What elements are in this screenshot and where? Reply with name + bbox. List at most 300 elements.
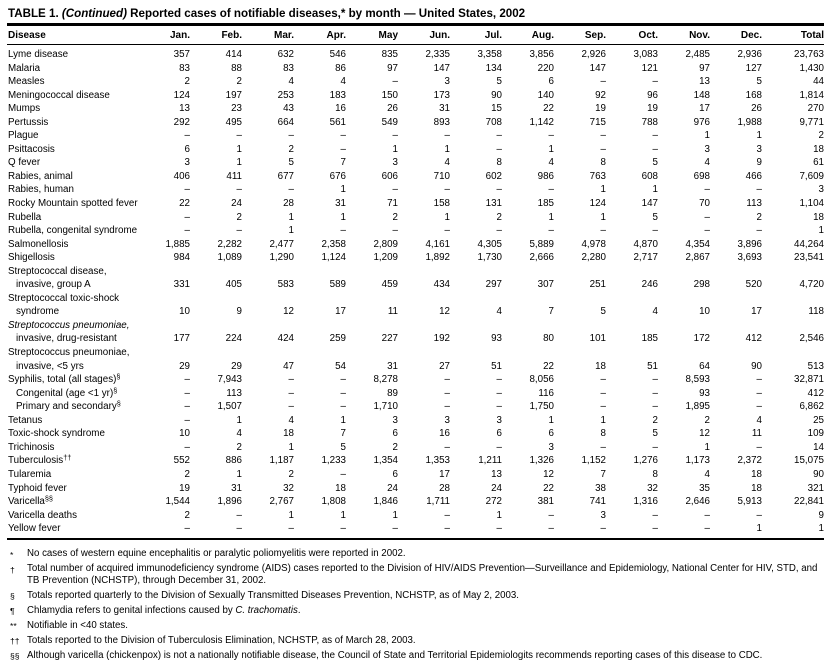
case-count-cell: – [288, 130, 294, 142]
case-count-cell: – [444, 130, 450, 142]
case-count-cell: 2,767 [269, 496, 294, 508]
case-count-cell: 5 [496, 76, 502, 88]
case-count-cell: 23 [231, 103, 242, 115]
case-count-cell: 197 [225, 89, 242, 101]
case-count-cell: – [340, 225, 346, 237]
case-count-cell: 405 [225, 279, 242, 291]
case-count-cell: 4 [496, 306, 502, 318]
case-count-cell: 7 [548, 306, 554, 318]
case-count-cell: 1,885 [165, 238, 190, 250]
table-row [7, 265, 824, 279]
column-header: Total [762, 26, 824, 45]
case-count-cell: 5 [652, 211, 658, 223]
case-count-cell: – [236, 184, 242, 196]
case-count-cell: 185 [537, 198, 554, 210]
case-count-cell: 381 [537, 496, 554, 508]
case-count-cell: 147 [589, 62, 606, 74]
case-count-cell: 27 [439, 360, 450, 372]
case-count-cell: 127 [745, 62, 762, 74]
case-count-cell: – [496, 523, 502, 535]
case-count-cell: 1,187 [269, 455, 294, 467]
case-count-cell: – [756, 401, 762, 413]
case-count-cell: 1 [818, 225, 824, 237]
case-count-cell: 90 [813, 468, 824, 480]
case-count-cell: 307 [537, 279, 554, 291]
case-count-cell: – [340, 401, 346, 413]
case-count-cell: 1,711 [426, 496, 450, 508]
case-count-cell: 4 [444, 157, 450, 169]
case-count-cell: – [236, 509, 242, 521]
disease-name: Q fever [8, 157, 41, 169]
case-count-cell: 2,936 [737, 49, 762, 60]
case-count-cell: 4 [756, 414, 762, 426]
column-header: Oct. [606, 26, 658, 45]
case-count-cell: 677 [277, 170, 294, 182]
footnote [10, 563, 824, 587]
footnote-text-segment: Totals reported quarterly to the Division of Sexually Transmitted Diseases Prevention, NCHSTP, as of May 2, 2003. [27, 589, 519, 601]
case-count-cell: 8 [600, 428, 606, 440]
table-row [7, 454, 824, 468]
case-count-cell: 31 [231, 482, 242, 494]
case-count-cell: 1,730 [477, 252, 502, 264]
disease-name: Varicella deaths [8, 509, 77, 521]
case-count-cell: 172 [693, 333, 710, 345]
case-count-cell: 606 [381, 170, 398, 182]
case-count-cell: 2,485 [685, 49, 710, 60]
disease-name: Streptococcal toxic-shock [8, 292, 120, 304]
case-count-cell: 131 [485, 198, 502, 210]
case-count-cell: – [756, 441, 762, 453]
case-count-cell: 17 [335, 306, 346, 318]
case-count-cell: 38 [595, 482, 606, 494]
column-header: Disease [7, 26, 138, 45]
case-count-cell: 2 [236, 76, 242, 88]
case-count-cell: – [652, 441, 658, 453]
disease-name: Trichinosis [8, 441, 55, 453]
case-count-cell: – [392, 523, 398, 535]
column-header: Sep. [554, 26, 606, 45]
case-count-cell: 51 [491, 360, 502, 372]
case-count-cell: – [184, 225, 190, 237]
case-count-cell: 15 [491, 103, 502, 115]
case-count-cell: 6 [392, 428, 398, 440]
case-count-cell: 116 [538, 387, 554, 399]
case-count-cell: – [496, 184, 502, 196]
case-count-cell: – [444, 523, 450, 535]
case-count-cell: – [600, 76, 606, 88]
case-count-cell: 2,666 [529, 252, 554, 264]
case-count-cell: 986 [537, 170, 554, 182]
case-count-cell: 1,846 [373, 496, 398, 508]
table-row [7, 211, 824, 225]
case-count-cell: 2,546 [799, 333, 824, 345]
case-count-cell: 14 [813, 441, 824, 453]
case-count-cell: 19 [647, 103, 658, 115]
case-count-cell: – [184, 374, 190, 386]
table-row [7, 238, 824, 252]
case-count-cell: 22 [179, 198, 190, 210]
case-count-cell: – [600, 374, 606, 386]
case-count-cell: 357 [173, 49, 190, 60]
case-count-cell: 150 [381, 89, 398, 101]
case-count-cell: – [288, 401, 294, 413]
case-count-cell: 1 [288, 441, 294, 453]
case-count-cell: 4 [340, 76, 346, 88]
case-count-cell: 5 [652, 428, 658, 440]
disease-name: invasive, group A [16, 279, 91, 291]
case-count-cell: 8,278 [373, 374, 398, 386]
case-count-cell: 3 [496, 414, 502, 426]
table-row [7, 305, 824, 319]
case-count-cell: 549 [381, 116, 398, 128]
case-count-cell: 6 [548, 76, 554, 88]
case-count-cell: 8 [600, 157, 606, 169]
case-count-cell: 5,889 [529, 238, 554, 250]
footnote-marker: † [10, 564, 15, 575]
case-count-cell: 9 [818, 509, 824, 521]
case-count-cell: 25 [813, 414, 824, 426]
case-count-cell: – [444, 401, 450, 413]
case-count-cell: 1,808 [321, 496, 346, 508]
case-count-cell: 1 [340, 184, 346, 196]
case-count-cell: 96 [647, 89, 658, 101]
footnote [10, 635, 824, 648]
case-count-cell: 893 [433, 116, 450, 128]
case-count-cell: 18 [751, 468, 762, 480]
case-count-cell: – [704, 225, 710, 237]
footnote-text-segment: Totals reported to the Division of Tuberculosis Elimination, NCHSTP, as of March 28, 2003. [27, 634, 416, 646]
case-count-cell: 1 [340, 414, 346, 426]
case-count-cell: 5 [756, 76, 762, 88]
table-row [7, 251, 824, 265]
case-count-cell: 1,750 [529, 401, 554, 413]
footnote [10, 620, 824, 633]
case-count-cell: 715 [589, 116, 606, 128]
case-count-cell: 158 [433, 198, 450, 210]
table-title [7, 5, 824, 23]
case-count-cell: – [756, 509, 762, 521]
footnote-text-segment: No cases of western equine encephalitis or paralytic poliomyelitis were reported in 2002. [27, 548, 406, 560]
disease-name: Congenital (age <1 yr)§ [16, 385, 118, 399]
footnote-marker: †† [10, 636, 20, 647]
case-count-cell: 17 [751, 306, 762, 318]
footnote-text [27, 635, 824, 648]
table-row [7, 427, 824, 441]
case-count-cell: 298 [693, 279, 710, 291]
case-count-cell: 5 [288, 157, 294, 169]
case-count-cell: 1,276 [633, 455, 658, 467]
case-count-cell: 5 [340, 441, 346, 453]
case-count-cell: – [652, 143, 658, 155]
case-count-cell: 109 [807, 428, 824, 440]
table-row [7, 129, 824, 143]
case-count-cell: 12 [543, 468, 554, 480]
case-count-cell: 134 [485, 62, 502, 74]
case-count-cell: 259 [329, 333, 346, 345]
case-count-cell: 4,870 [633, 238, 658, 250]
footnote-reference: § [113, 385, 118, 395]
case-count-cell: 2,477 [269, 238, 294, 250]
case-count-cell: 763 [589, 170, 606, 182]
case-count-cell: 2,867 [685, 252, 710, 264]
case-count-cell: 13 [491, 468, 502, 480]
case-count-cell: 10 [179, 428, 190, 440]
case-count-cell: – [704, 211, 710, 223]
case-count-cell: 589 [329, 279, 346, 291]
case-count-cell: 710 [433, 170, 450, 182]
case-count-cell: – [184, 387, 190, 399]
case-count-cell: 459 [381, 279, 398, 291]
case-count-cell: 3,856 [529, 49, 554, 60]
case-count-cell: 97 [699, 62, 710, 74]
table-title-rest: Reported cases of notifiable diseases,* by month — United States, 2002 [126, 7, 526, 20]
disease-name: Streptococcal disease, [8, 265, 107, 277]
case-count-cell: 16 [439, 428, 450, 440]
case-count-cell: 70 [699, 198, 710, 210]
case-count-cell: 1 [236, 468, 242, 480]
table-row [7, 278, 824, 292]
case-count-cell: – [444, 184, 450, 196]
disease-name: Pertussis [8, 116, 49, 128]
case-count-cell: 270 [807, 103, 824, 115]
case-count-cell: 2,646 [685, 496, 710, 508]
case-count-cell: 466 [745, 170, 762, 182]
case-count-cell: – [652, 374, 658, 386]
case-count-cell: – [288, 523, 294, 535]
case-count-cell: 1 [444, 211, 450, 223]
case-count-cell: 17 [439, 468, 450, 480]
footnote [10, 548, 824, 561]
case-count-cell: 44 [813, 76, 824, 88]
case-count-cell: 2,282 [217, 238, 242, 250]
footnote-marker: ** [10, 621, 17, 632]
case-count-cell: 1 [288, 211, 294, 223]
case-count-cell: 2,809 [373, 238, 398, 250]
case-count-cell: 272 [485, 496, 502, 508]
case-count-cell: 28 [283, 198, 294, 210]
case-count-cell: 2 [818, 130, 824, 142]
footnote-text [27, 605, 824, 618]
disease-name: Toxic-shock syndrome [8, 428, 105, 440]
case-count-cell: 1 [236, 414, 242, 426]
case-count-cell: – [288, 184, 294, 196]
case-count-cell: 434 [433, 279, 450, 291]
case-count-cell: – [392, 225, 398, 237]
case-count-cell: 12 [283, 306, 294, 318]
table-row [7, 414, 824, 428]
case-count-cell: 1,316 [633, 496, 658, 508]
case-count-cell: 118 [808, 306, 824, 318]
case-count-cell: – [756, 184, 762, 196]
table-row [7, 224, 824, 238]
case-count-cell: 13 [179, 103, 190, 115]
case-count-cell: 90 [751, 360, 762, 372]
case-count-cell: 1,211 [478, 455, 502, 467]
case-count-cell: 3 [444, 414, 450, 426]
case-count-cell: – [496, 130, 502, 142]
case-count-cell: 22,841 [794, 496, 824, 508]
case-count-cell: 1,988 [737, 116, 762, 128]
notifiable-diseases-table [7, 26, 824, 536]
disease-name: Rabies, animal [8, 170, 73, 182]
table-row [7, 319, 824, 333]
case-count-cell: 664 [277, 116, 294, 128]
case-count-cell: 31 [439, 103, 450, 115]
column-header: Apr. [294, 26, 346, 45]
case-count-cell: 3 [756, 143, 762, 155]
case-count-cell: 24 [491, 482, 502, 494]
case-count-cell: 602 [485, 170, 502, 182]
case-count-cell: – [548, 225, 554, 237]
table-row [7, 170, 824, 184]
table-body [7, 45, 824, 536]
case-count-cell: – [652, 387, 658, 399]
case-count-cell: 1 [548, 211, 554, 223]
case-count-cell: 83 [283, 62, 294, 74]
case-count-cell: 113 [226, 387, 242, 399]
case-count-cell: 1,152 [581, 455, 606, 467]
case-count-cell: 608 [641, 170, 658, 182]
case-count-cell: 3 [444, 76, 450, 88]
case-count-cell: – [184, 130, 190, 142]
case-count-cell: 9 [756, 157, 762, 169]
case-count-cell: 1,209 [373, 252, 398, 264]
case-count-cell: 698 [693, 170, 710, 182]
case-count-cell: 224 [225, 333, 242, 345]
case-count-cell: 4,720 [799, 279, 824, 291]
table-row [7, 75, 824, 89]
case-count-cell: – [340, 130, 346, 142]
case-count-cell: 3 [818, 184, 824, 196]
case-count-cell: 11 [751, 428, 762, 440]
case-count-cell: 113 [746, 198, 762, 210]
case-count-cell: 2 [184, 76, 190, 88]
table-head [7, 26, 824, 45]
case-count-cell: 101 [589, 333, 606, 345]
case-count-cell: 2 [652, 414, 658, 426]
case-count-cell: 7 [340, 157, 346, 169]
case-count-cell: 3 [704, 143, 710, 155]
case-count-cell: – [600, 387, 606, 399]
case-count-cell: 3,083 [633, 49, 658, 60]
footnote-text-italic-segment: C. trachomatis [235, 604, 298, 616]
column-header: Nov. [658, 26, 710, 45]
case-count-cell: 18 [813, 211, 824, 223]
case-count-cell: 19 [595, 103, 606, 115]
case-count-cell: 90 [491, 89, 502, 101]
case-count-cell: 23,763 [794, 49, 824, 60]
case-count-cell: 4 [288, 414, 294, 426]
case-count-cell: 8 [652, 468, 658, 480]
case-count-cell: 148 [693, 89, 710, 101]
case-count-cell: 61 [813, 157, 824, 169]
case-count-cell: 406 [173, 170, 190, 182]
table-bottom-rule [7, 538, 824, 541]
case-count-cell: – [392, 130, 398, 142]
case-count-cell: – [756, 387, 762, 399]
case-count-cell: 246 [641, 279, 658, 291]
case-count-cell: 86 [335, 62, 346, 74]
case-count-cell: 1 [340, 211, 346, 223]
case-count-cell: 80 [543, 333, 554, 345]
case-count-cell: 2 [756, 211, 762, 223]
case-count-cell: 495 [225, 116, 242, 128]
case-count-cell: 1,507 [217, 401, 242, 413]
case-count-cell: 2,717 [633, 252, 658, 264]
case-count-cell: 51 [647, 360, 658, 372]
table-row [7, 292, 824, 306]
case-count-cell: – [652, 509, 658, 521]
case-count-cell: 29 [179, 360, 190, 372]
case-count-cell: 1,895 [685, 401, 710, 413]
footnote-reference: § [116, 399, 121, 409]
table-row [7, 400, 824, 414]
footnote-reference: § [116, 372, 121, 382]
table-row [7, 373, 824, 387]
case-count-cell: 1 [444, 143, 450, 155]
case-count-cell: 1 [392, 143, 398, 155]
case-count-cell: – [288, 374, 294, 386]
case-count-cell: – [548, 523, 554, 535]
case-count-cell: 4 [236, 428, 242, 440]
case-count-cell: – [444, 441, 450, 453]
footnote [10, 605, 824, 618]
case-count-cell: 708 [485, 116, 502, 128]
footnote-text-segment: Chlamydia refers to genital infections caused by [27, 604, 236, 616]
case-count-cell: – [184, 414, 190, 426]
case-count-cell: 54 [335, 360, 346, 372]
case-count-cell: 47 [283, 360, 294, 372]
footnote-text [27, 548, 824, 561]
case-count-cell: 1 [756, 523, 762, 535]
case-count-cell: – [184, 523, 190, 535]
case-count-cell: – [548, 184, 554, 196]
case-count-cell: 414 [225, 49, 242, 60]
table-row [7, 468, 824, 482]
case-count-cell: – [496, 143, 502, 155]
case-count-cell: 3 [392, 157, 398, 169]
table-row [7, 116, 824, 130]
case-count-cell: – [600, 401, 606, 413]
case-count-cell: 3 [548, 441, 554, 453]
case-count-cell: – [652, 76, 658, 88]
table-row [7, 102, 824, 116]
table-row [7, 332, 824, 346]
case-count-cell: 5 [600, 306, 606, 318]
table-row [7, 45, 824, 62]
case-count-cell: 321 [807, 482, 824, 494]
case-count-cell: 32 [647, 482, 658, 494]
case-count-cell: – [600, 523, 606, 535]
disease-name: Streptococcus pneumoniae, [8, 319, 130, 331]
case-count-cell: 2 [392, 211, 398, 223]
disease-name: Streptococcus pneumoniae, [8, 347, 130, 359]
case-count-cell: 18 [335, 482, 346, 494]
case-count-cell: 220 [537, 62, 554, 74]
column-header: May [346, 26, 398, 45]
case-count-cell: 2 [496, 211, 502, 223]
case-count-cell: – [236, 523, 242, 535]
case-count-cell: 97 [387, 62, 398, 74]
case-count-cell: 4 [288, 76, 294, 88]
disease-name: Lyme disease [8, 49, 69, 60]
case-count-cell: – [444, 509, 450, 521]
disease-name: Syphilis, total (all stages)§ [8, 372, 121, 386]
disease-name: Salmonellosis [8, 238, 69, 250]
case-count-cell: 121 [641, 62, 658, 74]
table-row [7, 387, 824, 401]
table-row [7, 156, 824, 170]
